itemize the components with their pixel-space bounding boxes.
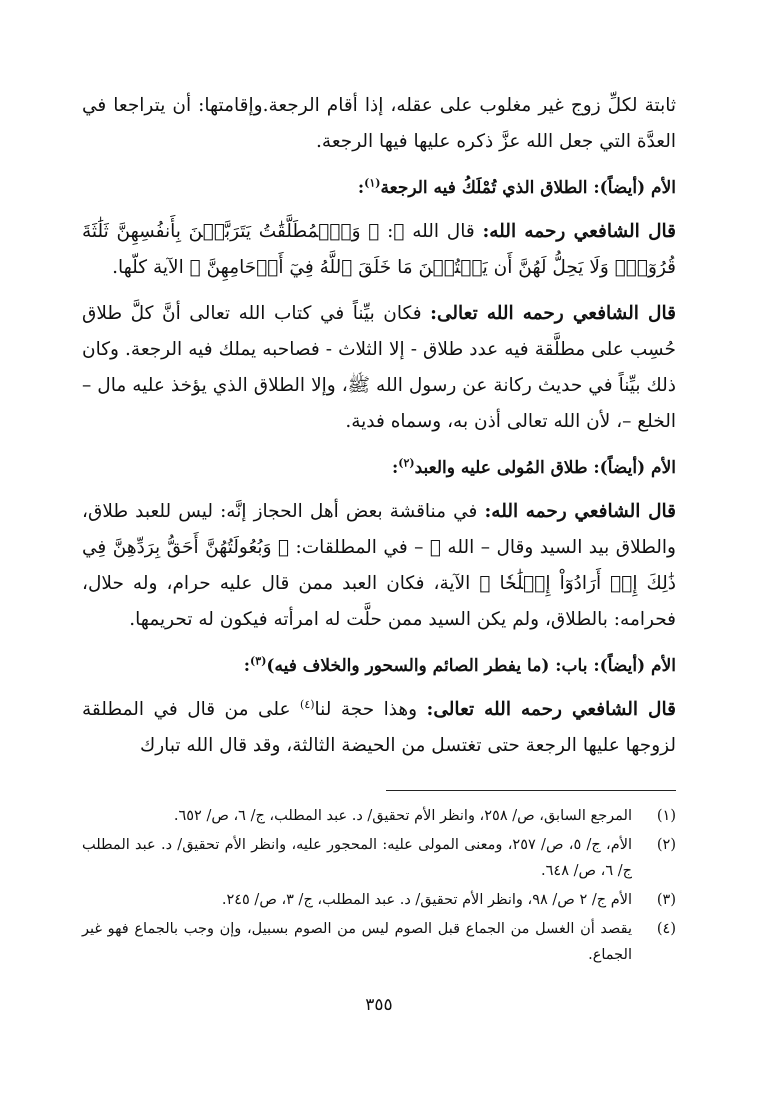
paragraph-text: قال الله ﷻ: ﴿ وَٱلۡمُطَلَّقَٰتُ يَتَرَبَّصۡنَ بِأَنفُسِهِنَّ ثَلَٰثَةَ قُرُوٓءٖۚ وَلَا يَحِلُّ لَهُنَّ أَن يَكۡتُمۡنَ مَا خَلَقَ ٱللَّهُ فِيٓ أَرۡحَامِهِنَّ ﴾ الآية كلّها. (82, 221, 676, 278)
heading-text: الأم (أيضاً): باب: (ما يفطر الصائم والسحور والخلاف فيه) (266, 656, 676, 676)
speaker-label: قال الشافعي رحمه الله: (482, 221, 677, 242)
heading-talaq-raja (82, 170, 676, 206)
trailing-text: على من قال في المطلقة لزوجها عليها الرجعة حتى تغتسل من الحيضة الثالثة، وقد قال الله تبارك (82, 699, 676, 756)
paragraph-intro (82, 88, 676, 160)
footnotes (82, 800, 676, 971)
footnote-text: الأم، ج/ ٥، ص/ ٢٥٧، ومعنى المولى عليه: المحجور عليه، وانظر الأم تحقيق/ د. عبد المطلب ج/ ٦، ص/ ٦٤٨. (82, 837, 632, 879)
footnote-separator (386, 790, 676, 791)
footnote-text: الأم ج/ ٢ ص/ ٩٨، وانظر الأم تحقيق/ د. عبد المطلب، ج/ ٣، ص/ ٢٤٥. (221, 892, 632, 908)
heading-text: الأم (أيضاً): الطلاق الذي تُمْلَكُ فيه الرجعة (380, 178, 676, 198)
footnote-number: (١) (656, 808, 676, 824)
trailing-text: : (357, 178, 365, 198)
footnote-item (82, 803, 676, 829)
heading-sawm (82, 648, 676, 684)
footnote-reference: (٢) (398, 456, 415, 470)
footnote-item (82, 887, 676, 913)
heading-talaq-mawla (82, 450, 676, 486)
paragraph-abd (82, 494, 676, 638)
heading-text: الأم (أيضاً): طلاق المُولى عليه والعبد (414, 458, 676, 478)
speaker-label: قال الشافعي رحمه الله تعالى: (426, 699, 676, 720)
paragraph-text: ثابتة لكلِّ زوج غير مغلوب على عقله، إذا أقام الرجعة.وإقامتها: أن يتراجعا في العدَّة التي جعل الله عزَّ ذكره عليها فيها الرجعة. (82, 95, 676, 152)
paragraph-text: فكان بيِّناً في كتاب الله تعالى أنَّ كلَّ طلاق حُسِب على مطلَّقة فيه عدد طلاق - إلا الثلاث - فصاحبه يملك فيه الرجعة. وكان ذلك بيِّناً في حديث ركانة عن رسول الله ﷺ، وإلا الطلاق الذي يؤخذ عليه مال – الخلع –، لأن الله تعالى أذن به، وسماه فدية. (82, 303, 676, 432)
footnote-item (82, 916, 676, 968)
footnote-number: (٤) (656, 921, 676, 937)
paragraph-hujja (82, 692, 676, 764)
trailing-text: : (243, 656, 251, 676)
page-body (82, 88, 676, 764)
trailing-text: : (391, 458, 399, 478)
speaker-label: قال الشافعي رحمه الله: (484, 501, 676, 522)
footnote-reference: (٤) (300, 697, 315, 711)
footnote-text: المرجع السابق، ص/ ٢٥٨، وانظر الأم تحقيق/ د. عبد المطلب، ج/ ٦، ص/ ٦٥٢. (173, 808, 632, 824)
footnote-reference: (١) (364, 176, 381, 190)
paragraph-text: وهذا حجة لنا (314, 699, 427, 720)
paragraph-quran-quote (82, 214, 676, 286)
paragraph-text: في مناقشة بعض أهل الحجاز إنَّه: ليس للعبد طلاق، والطلاق بيد السيد وقال – الله ﷻ – في المطلقات: ﴿ وَبُعُولَتُهُنَّ أَحَقُّ بِرَدِّهِنَّ فِي ذَٰلِكَ إِنۡ أَرَادُوٓاْ إِصۡلَٰحٗا ﴾ الآية، فكان العبد ممن قال عليه حرام، وله حلال، فحرامه: بالطلاق، ولم يكن السيد ممن حلَّت له امرأته فيكون له تحريمها. (82, 501, 676, 630)
footnote-number: (٢) (656, 837, 676, 853)
speaker-label: قال الشافعي رحمه الله تعالى: (430, 303, 676, 324)
footnote-item (82, 832, 676, 884)
footnote-text: يقصد أن الغسل من الجماع قبل الصوم ليس من الصوم بسبيل، وإن وجب بالجماع فهو غير الجماع. (82, 921, 632, 963)
page-number: ٣٥٥ (365, 995, 393, 1015)
footnote-number: (٣) (656, 892, 676, 908)
paragraph-talaq-kitab (82, 296, 676, 440)
footnote-reference: (٣) (250, 654, 267, 668)
